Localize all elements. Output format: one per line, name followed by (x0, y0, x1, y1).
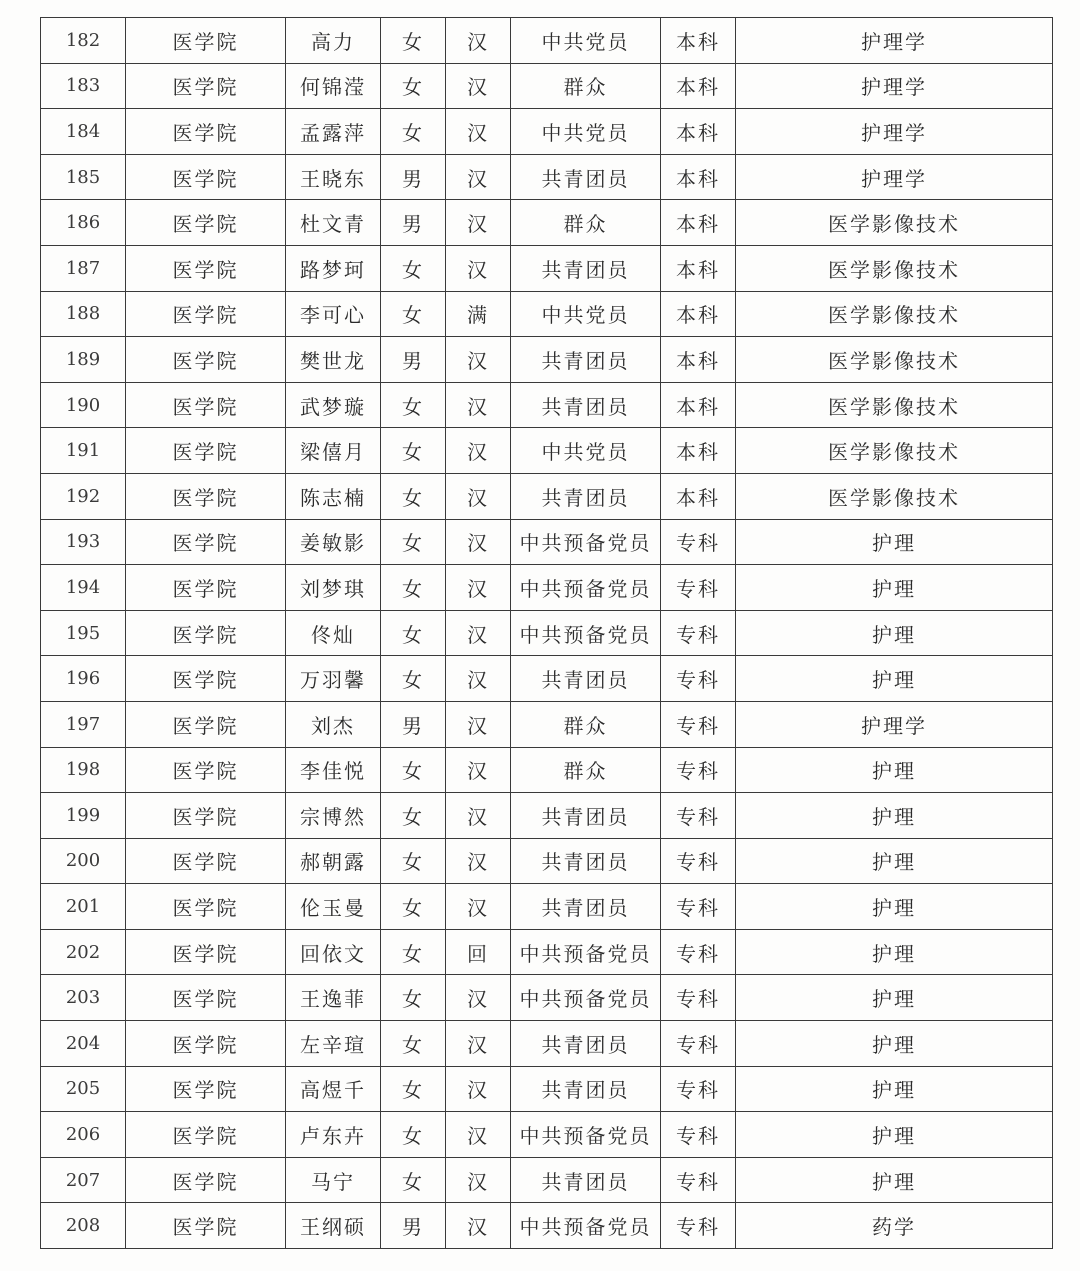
table-row (41, 975, 1053, 1021)
cell-political-status: 群众 (511, 701, 661, 747)
cell-number: 194 (41, 565, 126, 611)
cell-number: 184 (41, 109, 126, 155)
cell-name: 高力 (286, 18, 381, 64)
cell-ethnicity: 汉 (446, 975, 511, 1021)
cell-number: 197 (41, 701, 126, 747)
cell-gender: 女 (381, 18, 446, 64)
cell-college: 医学院 (126, 929, 286, 975)
table-row (41, 1112, 1053, 1158)
cell-ethnicity: 汉 (446, 793, 511, 839)
cell-gender: 女 (381, 245, 446, 291)
cell-education-level: 专科 (661, 610, 736, 656)
table-row (41, 1066, 1053, 1112)
cell-ethnicity: 汉 (446, 1066, 511, 1112)
cell-political-status: 共青团员 (511, 337, 661, 383)
cell-college: 医学院 (126, 337, 286, 383)
cell-college: 医学院 (126, 793, 286, 839)
cell-education-level: 专科 (661, 884, 736, 930)
cell-major: 护理 (736, 1021, 1053, 1067)
cell-major: 护理 (736, 975, 1053, 1021)
document-page (40, 17, 1052, 1249)
cell-ethnicity: 汉 (446, 18, 511, 64)
cell-education-level: 专科 (661, 565, 736, 611)
table-row (41, 656, 1053, 702)
cell-gender: 女 (381, 747, 446, 793)
cell-ethnicity: 汉 (446, 701, 511, 747)
cell-name: 樊世龙 (286, 337, 381, 383)
cell-number: 199 (41, 793, 126, 839)
cell-major: 护理 (736, 747, 1053, 793)
cell-political-status: 共青团员 (511, 884, 661, 930)
cell-ethnicity: 回 (446, 929, 511, 975)
cell-college: 医学院 (126, 1203, 286, 1249)
cell-major: 护理 (736, 565, 1053, 611)
cell-education-level: 本科 (661, 473, 736, 519)
table-row (41, 1157, 1053, 1203)
cell-number: 188 (41, 291, 126, 337)
cell-number: 203 (41, 975, 126, 1021)
cell-education-level: 专科 (661, 656, 736, 702)
cell-political-status: 共青团员 (511, 1157, 661, 1203)
cell-college: 医学院 (126, 382, 286, 428)
cell-education-level: 本科 (661, 63, 736, 109)
cell-number: 191 (41, 428, 126, 474)
cell-gender: 女 (381, 929, 446, 975)
cell-political-status: 中共预备党员 (511, 519, 661, 565)
cell-gender: 女 (381, 884, 446, 930)
cell-number: 182 (41, 18, 126, 64)
cell-college: 医学院 (126, 291, 286, 337)
cell-name: 刘梦琪 (286, 565, 381, 611)
cell-number: 202 (41, 929, 126, 975)
table-row (41, 1203, 1053, 1249)
cell-college: 医学院 (126, 1112, 286, 1158)
cell-ethnicity: 汉 (446, 109, 511, 155)
cell-political-status: 共青团员 (511, 245, 661, 291)
cell-political-status: 中共预备党员 (511, 975, 661, 1021)
cell-gender: 女 (381, 1157, 446, 1203)
cell-college: 医学院 (126, 747, 286, 793)
cell-ethnicity: 汉 (446, 656, 511, 702)
cell-college: 医学院 (126, 473, 286, 519)
cell-major: 护理学 (736, 18, 1053, 64)
cell-political-status: 中共预备党员 (511, 929, 661, 975)
cell-gender: 女 (381, 1112, 446, 1158)
cell-name: 高煜千 (286, 1066, 381, 1112)
cell-major: 护理 (736, 1112, 1053, 1158)
cell-political-status: 中共预备党员 (511, 610, 661, 656)
table-row (41, 245, 1053, 291)
cell-gender: 男 (381, 200, 446, 246)
cell-gender: 女 (381, 382, 446, 428)
cell-ethnicity: 汉 (446, 1203, 511, 1249)
cell-college: 医学院 (126, 565, 286, 611)
cell-number: 196 (41, 656, 126, 702)
cell-name: 姜敏影 (286, 519, 381, 565)
cell-college: 医学院 (126, 838, 286, 884)
cell-ethnicity: 汉 (446, 747, 511, 793)
cell-gender: 女 (381, 793, 446, 839)
cell-major: 护理 (736, 1066, 1053, 1112)
cell-college: 医学院 (126, 656, 286, 702)
cell-education-level: 本科 (661, 200, 736, 246)
cell-education-level: 专科 (661, 929, 736, 975)
cell-political-status: 共青团员 (511, 1021, 661, 1067)
cell-education-level: 专科 (661, 747, 736, 793)
cell-ethnicity: 汉 (446, 565, 511, 611)
cell-political-status: 中共预备党员 (511, 1203, 661, 1249)
cell-education-level: 专科 (661, 1021, 736, 1067)
cell-name: 李可心 (286, 291, 381, 337)
cell-ethnicity: 汉 (446, 884, 511, 930)
cell-name: 伦玉曼 (286, 884, 381, 930)
cell-ethnicity: 汉 (446, 519, 511, 565)
table-row (41, 428, 1053, 474)
cell-gender: 女 (381, 565, 446, 611)
cell-major: 护理 (736, 793, 1053, 839)
cell-name: 卢东卉 (286, 1112, 381, 1158)
cell-political-status: 群众 (511, 63, 661, 109)
cell-education-level: 专科 (661, 1112, 736, 1158)
cell-ethnicity: 汉 (446, 838, 511, 884)
cell-education-level: 专科 (661, 793, 736, 839)
cell-college: 医学院 (126, 975, 286, 1021)
cell-number: 208 (41, 1203, 126, 1249)
cell-ethnicity: 汉 (446, 1157, 511, 1203)
cell-number: 205 (41, 1066, 126, 1112)
cell-ethnicity: 汉 (446, 1021, 511, 1067)
cell-college: 医学院 (126, 1157, 286, 1203)
cell-political-status: 中共党员 (511, 109, 661, 155)
cell-ethnicity: 汉 (446, 382, 511, 428)
cell-ethnicity: 汉 (446, 473, 511, 519)
cell-education-level: 本科 (661, 337, 736, 383)
cell-ethnicity: 汉 (446, 610, 511, 656)
cell-number: 192 (41, 473, 126, 519)
cell-gender: 女 (381, 1021, 446, 1067)
cell-political-status: 共青团员 (511, 838, 661, 884)
cell-gender: 女 (381, 519, 446, 565)
table-row (41, 747, 1053, 793)
cell-education-level: 专科 (661, 838, 736, 884)
table-row (41, 337, 1053, 383)
cell-gender: 女 (381, 109, 446, 155)
cell-ethnicity: 汉 (446, 337, 511, 383)
cell-name: 武梦璇 (286, 382, 381, 428)
table-row (41, 838, 1053, 884)
cell-major: 医学影像技术 (736, 337, 1053, 383)
cell-gender: 女 (381, 1066, 446, 1112)
cell-political-status: 中共预备党员 (511, 1112, 661, 1158)
cell-name: 孟露萍 (286, 109, 381, 155)
cell-number: 189 (41, 337, 126, 383)
cell-name: 刘杰 (286, 701, 381, 747)
cell-education-level: 专科 (661, 975, 736, 1021)
cell-major: 护理学 (736, 154, 1053, 200)
table-row (41, 1021, 1053, 1067)
cell-college: 医学院 (126, 63, 286, 109)
cell-political-status: 中共党员 (511, 291, 661, 337)
table-row (41, 519, 1053, 565)
cell-gender: 女 (381, 63, 446, 109)
cell-college: 医学院 (126, 428, 286, 474)
cell-ethnicity: 满 (446, 291, 511, 337)
cell-ethnicity: 汉 (446, 154, 511, 200)
cell-education-level: 专科 (661, 519, 736, 565)
cell-name: 杜文青 (286, 200, 381, 246)
cell-number: 206 (41, 1112, 126, 1158)
cell-gender: 女 (381, 656, 446, 702)
cell-college: 医学院 (126, 519, 286, 565)
table-row (41, 884, 1053, 930)
cell-gender: 男 (381, 701, 446, 747)
table-row (41, 610, 1053, 656)
cell-number: 195 (41, 610, 126, 656)
cell-name: 李佳悦 (286, 747, 381, 793)
cell-number: 207 (41, 1157, 126, 1203)
cell-gender: 男 (381, 1203, 446, 1249)
cell-major: 医学影像技术 (736, 428, 1053, 474)
cell-college: 医学院 (126, 245, 286, 291)
cell-ethnicity: 汉 (446, 200, 511, 246)
table-row (41, 701, 1053, 747)
student-roster-table (40, 17, 1053, 1249)
cell-political-status: 共青团员 (511, 382, 661, 428)
table-row (41, 793, 1053, 839)
cell-major: 护理 (736, 1157, 1053, 1203)
cell-political-status: 中共党员 (511, 18, 661, 64)
cell-major: 护理 (736, 610, 1053, 656)
cell-education-level: 本科 (661, 18, 736, 64)
cell-education-level: 本科 (661, 154, 736, 200)
cell-education-level: 本科 (661, 428, 736, 474)
cell-name: 左辛瑄 (286, 1021, 381, 1067)
cell-education-level: 专科 (661, 1203, 736, 1249)
cell-gender: 男 (381, 154, 446, 200)
cell-education-level: 专科 (661, 701, 736, 747)
cell-major: 护理学 (736, 701, 1053, 747)
cell-gender: 女 (381, 975, 446, 1021)
cell-gender: 男 (381, 337, 446, 383)
table-row (41, 565, 1053, 611)
cell-number: 193 (41, 519, 126, 565)
cell-major: 药学 (736, 1203, 1053, 1249)
cell-name: 回依文 (286, 929, 381, 975)
cell-education-level: 本科 (661, 245, 736, 291)
cell-number: 185 (41, 154, 126, 200)
table-row (41, 200, 1053, 246)
cell-education-level: 本科 (661, 291, 736, 337)
cell-number: 201 (41, 884, 126, 930)
cell-name: 梁僖月 (286, 428, 381, 474)
cell-major: 护理学 (736, 109, 1053, 155)
cell-college: 医学院 (126, 154, 286, 200)
cell-name: 陈志楠 (286, 473, 381, 519)
cell-political-status: 共青团员 (511, 656, 661, 702)
table-row (41, 18, 1053, 64)
cell-major: 医学影像技术 (736, 382, 1053, 428)
table-row (41, 154, 1053, 200)
cell-number: 183 (41, 63, 126, 109)
cell-gender: 女 (381, 428, 446, 474)
cell-name: 王逸菲 (286, 975, 381, 1021)
cell-ethnicity: 汉 (446, 1112, 511, 1158)
cell-gender: 女 (381, 610, 446, 656)
table-row (41, 473, 1053, 519)
cell-political-status: 共青团员 (511, 793, 661, 839)
cell-name: 王纲硕 (286, 1203, 381, 1249)
cell-major: 医学影像技术 (736, 200, 1053, 246)
cell-major: 医学影像技术 (736, 473, 1053, 519)
cell-major: 护理 (736, 838, 1053, 884)
cell-gender: 女 (381, 838, 446, 884)
table-row (41, 109, 1053, 155)
cell-college: 医学院 (126, 18, 286, 64)
cell-number: 190 (41, 382, 126, 428)
cell-political-status: 群众 (511, 747, 661, 793)
cell-college: 医学院 (126, 701, 286, 747)
cell-number: 187 (41, 245, 126, 291)
cell-education-level: 专科 (661, 1157, 736, 1203)
cell-education-level: 本科 (661, 109, 736, 155)
cell-political-status: 共青团员 (511, 473, 661, 519)
cell-name: 佟灿 (286, 610, 381, 656)
cell-number: 200 (41, 838, 126, 884)
cell-political-status: 群众 (511, 200, 661, 246)
table-row (41, 291, 1053, 337)
cell-education-level: 本科 (661, 382, 736, 428)
cell-major: 医学影像技术 (736, 245, 1053, 291)
cell-college: 医学院 (126, 884, 286, 930)
cell-number: 198 (41, 747, 126, 793)
cell-college: 医学院 (126, 610, 286, 656)
cell-college: 医学院 (126, 200, 286, 246)
cell-gender: 女 (381, 473, 446, 519)
cell-ethnicity: 汉 (446, 428, 511, 474)
cell-name: 宗博然 (286, 793, 381, 839)
cell-gender: 女 (381, 291, 446, 337)
cell-major: 护理 (736, 884, 1053, 930)
table-row (41, 382, 1053, 428)
table-row (41, 63, 1053, 109)
cell-college: 医学院 (126, 1021, 286, 1067)
table-row (41, 929, 1053, 975)
cell-political-status: 共青团员 (511, 1066, 661, 1112)
cell-name: 万羽馨 (286, 656, 381, 702)
cell-political-status: 中共党员 (511, 428, 661, 474)
cell-name: 路梦珂 (286, 245, 381, 291)
cell-ethnicity: 汉 (446, 245, 511, 291)
cell-major: 护理 (736, 656, 1053, 702)
table-body (41, 18, 1053, 1249)
cell-major: 护理学 (736, 63, 1053, 109)
cell-ethnicity: 汉 (446, 63, 511, 109)
cell-political-status: 共青团员 (511, 154, 661, 200)
cell-political-status: 中共预备党员 (511, 565, 661, 611)
cell-number: 186 (41, 200, 126, 246)
cell-college: 医学院 (126, 1066, 286, 1112)
cell-major: 医学影像技术 (736, 291, 1053, 337)
cell-education-level: 专科 (661, 1066, 736, 1112)
cell-name: 何锦滢 (286, 63, 381, 109)
cell-major: 护理 (736, 929, 1053, 975)
cell-college: 医学院 (126, 109, 286, 155)
cell-number: 204 (41, 1021, 126, 1067)
cell-name: 马宁 (286, 1157, 381, 1203)
cell-major: 护理 (736, 519, 1053, 565)
cell-name: 郝朝露 (286, 838, 381, 884)
cell-name: 王晓东 (286, 154, 381, 200)
